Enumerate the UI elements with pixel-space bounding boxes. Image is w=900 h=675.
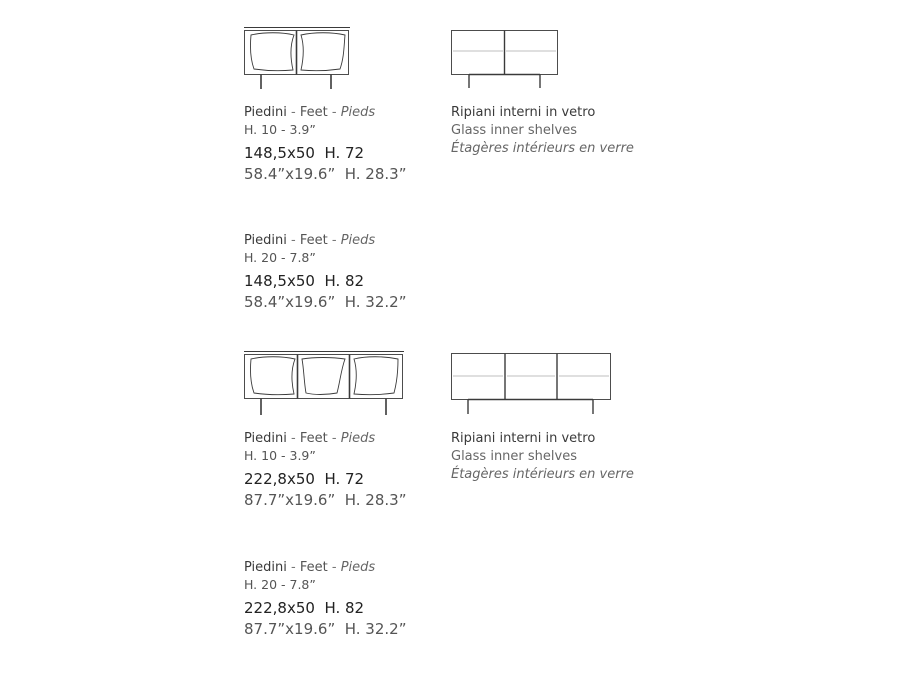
sideboard-2-bay-interior-svg <box>451 30 559 90</box>
shelves-french: Étagères intérieurs en verre <box>451 141 634 156</box>
cabinet-body <box>245 355 403 399</box>
shelves-italian: Ripiani interni in vetro <box>451 105 596 120</box>
sideboard-3-bay-interior-svg <box>451 353 613 415</box>
shelves-english: Glass inner shelves <box>451 123 577 138</box>
dimensions-inches: 58.4”x19.6” H. 28.3” <box>244 165 407 183</box>
dimensions-cm: 148,5x50 H. 72 <box>244 144 365 162</box>
feet-height: H. 10 - 3.9” <box>244 122 316 137</box>
shelves-italian: Ripiani interni in vetro <box>451 431 596 446</box>
spec-block-222-h72 <box>244 432 406 513</box>
sideboard-2-door-front-svg <box>244 26 352 90</box>
sideboard-3-door-front-svg <box>244 350 406 416</box>
door-cutout-left <box>250 33 294 71</box>
dimensions-cm: 148,5x50 H. 82 <box>244 272 365 290</box>
door-cutout-right <box>301 33 345 71</box>
feet-height: H. 20 - 7.8” <box>244 250 316 265</box>
dimensions-inches: 87.7”x19.6” H. 32.2” <box>244 620 407 638</box>
spec-block-148-h72 <box>244 106 406 187</box>
door-cutout-left <box>250 357 295 395</box>
sideboard-2-door-front-drawing <box>244 26 352 90</box>
dimensions-cm: 222,8x50 H. 72 <box>244 470 365 488</box>
dimensions-cm: 222,8x50 H. 82 <box>244 599 365 617</box>
feet-title: Piedini - Feet - Pieds <box>244 560 376 575</box>
feet-height: H. 10 - 3.9” <box>244 448 316 463</box>
glass-shelves-note-2 <box>451 432 634 486</box>
sideboard-2-bay-interior-drawing <box>451 30 559 90</box>
feet-title: Piedini - Feet - Pieds <box>244 431 376 446</box>
feet-height: H. 20 - 7.8” <box>244 577 316 592</box>
shelves-french: Étagères intérieurs en verre <box>451 467 634 482</box>
dimensions-inches: 87.7”x19.6” H. 28.3” <box>244 491 407 509</box>
sideboard-3-door-front-drawing <box>244 350 406 416</box>
shelves-english: Glass inner shelves <box>451 449 577 464</box>
spec-block-222-h82 <box>244 561 406 642</box>
feet-title: Piedini - Feet - Pieds <box>244 105 376 120</box>
door-cutout-middle <box>302 358 345 395</box>
spec-block-148-h82 <box>244 234 406 315</box>
glass-shelves-note-1 <box>451 106 634 160</box>
door-cutout-right <box>354 357 398 395</box>
dimensions-inches: 58.4”x19.6” H. 32.2” <box>244 293 407 311</box>
sideboard-3-bay-interior-drawing <box>451 353 613 415</box>
feet-title: Piedini - Feet - Pieds <box>244 233 376 248</box>
cabinet-body <box>452 354 611 400</box>
